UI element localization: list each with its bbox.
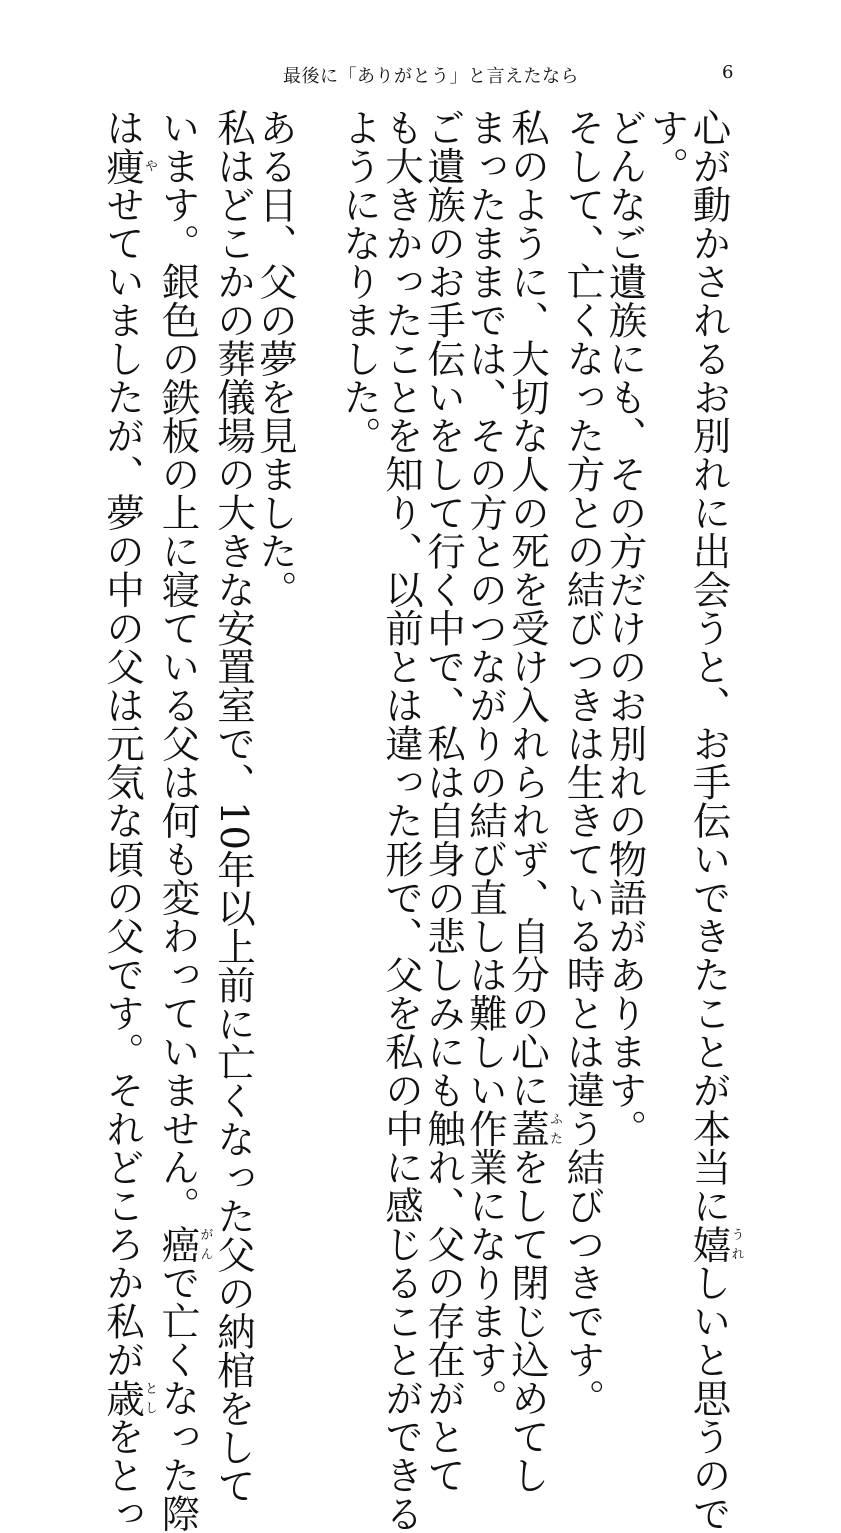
text-line: す。: [644, 108, 690, 185]
text-line: [100, 108, 157, 1533]
text-fragment: います。銀色の鉄板の上に寝ている父は何も変わっていません。: [155, 108, 201, 1225]
page-header: [0, 62, 841, 88]
text-line: [155, 108, 213, 1533]
running-title: 最後に「ありがとう」と言えたなら: [283, 66, 579, 87]
ruby-annotation: 歳とし: [100, 1378, 157, 1417]
paragraph-gap: [296, 108, 338, 1128]
text-line: どんなご遺族にも、その方だけのお別れの物語があります。: [602, 108, 648, 1148]
text-line: [686, 108, 744, 1533]
text-line: ご遺族のお手伝いをして行く中で、私は自身の悲しみにも触れ、父の存在がとて: [421, 108, 466, 1494]
text-fragment: で亡くなった際: [155, 1263, 201, 1533]
text-line: [505, 108, 562, 1494]
text-fragment: せていましたが、夢の中の父は元気な頃の父です。それどころか私が: [100, 185, 145, 1379]
body-text: [100, 108, 744, 1533]
ruby-annotation: 嬉うれ: [686, 1224, 744, 1263]
ruby-annotation: 癌がん: [155, 1224, 213, 1263]
text-line: 私はどこかの葬儀場の大きな安置室で、10年以上前に亡くなった父の納棺をして: [211, 108, 256, 1505]
text-line: も大きかったことを知り、以前とは違った形で、父を私の中に感じることができる: [379, 108, 424, 1533]
text-fragment: は: [100, 108, 145, 147]
text-line: そして、亡くなった方との結びつきは生きている時とは違う結びつきです。: [560, 108, 606, 1417]
text-line: ある日、父の夢を見ました。: [253, 108, 298, 609]
page-number: 6: [722, 62, 734, 83]
text-fragment: 私のように、大切な人の死を受け入れられず、自分の心に: [505, 108, 550, 1109]
text-fragment: 心が動かされるお別れに出会うと、お手伝いできたことが本当に: [686, 108, 732, 1225]
text-line: ようになりました。: [337, 108, 382, 455]
text-fragment: をして閉じ込めてし: [505, 1147, 550, 1494]
text-line: まったままでは、その方とのつながりの結び直しは難しい作業になります。: [463, 108, 508, 1417]
ruby-annotation: 痩や: [100, 146, 157, 185]
ruby-annotation: 蓋ふた: [505, 1109, 562, 1148]
text-fragment: しいと思うので: [686, 1263, 732, 1533]
text-fragment: をとっ: [100, 1417, 145, 1533]
